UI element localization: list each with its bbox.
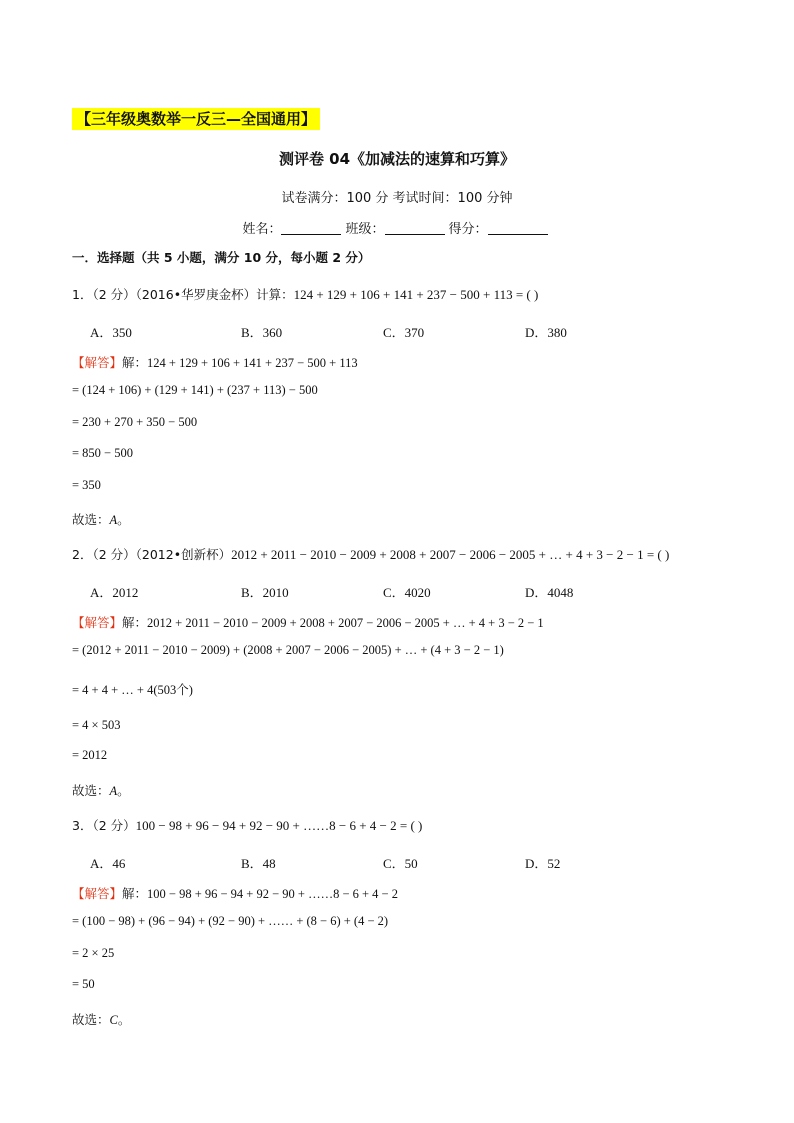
option-b: B．2010: [241, 585, 289, 600]
score-blank: [488, 222, 548, 235]
choose-label: 故选：: [72, 1012, 110, 1027]
question-stem: [72, 285, 538, 303]
option-d: D．52: [525, 856, 561, 871]
answer-line: 故选：A。: [72, 512, 130, 527]
score-label: 得分：: [448, 222, 488, 237]
choose-label: 故选：: [72, 783, 110, 798]
solution-step: 100 − 98 + 96 − 94 + 92 − 90 + ……8 − 6 + 4 − 2: [147, 887, 398, 901]
exam-subtitle: 试卷满分：100 分 考试时间：100 分钟: [281, 191, 513, 206]
solution-step: = (2012 + 2011 − 2010 − 2009) + (2008 + 2007 − 2006 − 2005) + … + (4 + 3 − 2 − 1): [72, 643, 504, 657]
option-b: B．360: [241, 325, 283, 340]
question-prefix: 3．（2 分）: [72, 818, 136, 833]
solution-line: [72, 353, 358, 371]
solution-step: = 350: [72, 478, 101, 492]
question-prefix: 1．（2 分）（2016•华罗庚金杯）计算：: [72, 287, 294, 302]
solution-step: = 4 × 503: [72, 718, 121, 732]
series-banner: 【三年级奥数举一反三—全国通用】: [72, 108, 320, 130]
question-expression: 124 + 129 + 106 + 141 + 237 − 500 + 113 = ( ): [293, 287, 539, 302]
page-title: 测评卷 04《加减法的速算和巧算》: [278, 150, 516, 168]
solution-step: = 50: [72, 977, 95, 991]
solution-line: [72, 613, 544, 631]
solution-jie: 解：: [122, 355, 148, 370]
solution-step: = 230 + 270 + 350 − 500: [72, 415, 198, 429]
name-label: 姓名：: [242, 222, 282, 237]
solution-label: 【解答】: [72, 886, 123, 901]
solution-step: = 2012: [72, 748, 108, 762]
choose-label: 故选：: [72, 512, 110, 527]
question-stem: [72, 545, 669, 563]
option-a: A．2012: [90, 585, 139, 600]
solution-step: = (100 − 98) + (96 − 94) + (92 − 90) + …… + (8 − 6) + (4 − 2): [72, 914, 389, 928]
option-b: B．48: [241, 856, 276, 871]
answer-line: 故选：C。: [72, 1012, 131, 1027]
option-c: C．50: [383, 856, 418, 871]
option-d: D．4048: [525, 585, 574, 600]
option-d: D．380: [525, 325, 567, 340]
solution-step: = 4 + 4 + … + 4(503个): [72, 683, 193, 697]
answer-letter: A: [109, 513, 118, 527]
option-c: C．4020: [383, 585, 431, 600]
option-a: A．350: [90, 325, 132, 340]
solution-label: 【解答】: [72, 355, 123, 370]
class-blank: [385, 222, 445, 235]
solution-step: 124 + 129 + 106 + 141 + 237 − 500 + 113: [147, 356, 358, 370]
option-a: A．46: [90, 856, 126, 871]
solution-jie: 解：: [122, 615, 148, 630]
solution-step: 2012 + 2011 − 2010 − 2009 + 2008 + 2007 − 2006 − 2005 + … + 4 + 3 − 2 − 1: [147, 616, 544, 630]
question-expression: 2012 + 2011 − 2010 − 2009 + 2008 + 2007 − 2006 − 2005 + … + 4 + 3 − 2 − 1 = ( ): [231, 547, 670, 562]
answer-letter: A: [109, 784, 118, 798]
solution-step: = 850 − 500: [72, 446, 133, 460]
solution-label: 【解答】: [72, 615, 123, 630]
solution-step: = (124 + 106) + (129 + 141) + (237 + 113) − 500: [72, 383, 318, 397]
question-stem: [72, 816, 422, 834]
solution-line: [72, 884, 398, 902]
answer-letter: C: [109, 1013, 118, 1027]
answer-line: 故选：A。: [72, 783, 130, 798]
section-title: 一．选择题（共 5 小题，满分 10 分，每小题 2 分）: [72, 250, 371, 265]
question-prefix: 2．（2 分）（2012•创新杯）: [72, 547, 232, 562]
option-c: C．370: [383, 325, 425, 340]
student-info-row: [0, 218, 794, 237]
question-expression: 100 − 98 + 96 − 94 + 92 − 90 + ……8 − 6 + 4 − 2 = ( ): [135, 818, 423, 833]
solution-jie: 解：: [122, 886, 148, 901]
class-label: 班级：: [345, 222, 385, 237]
name-blank: [281, 222, 341, 235]
solution-step: = 2 × 25: [72, 946, 115, 960]
